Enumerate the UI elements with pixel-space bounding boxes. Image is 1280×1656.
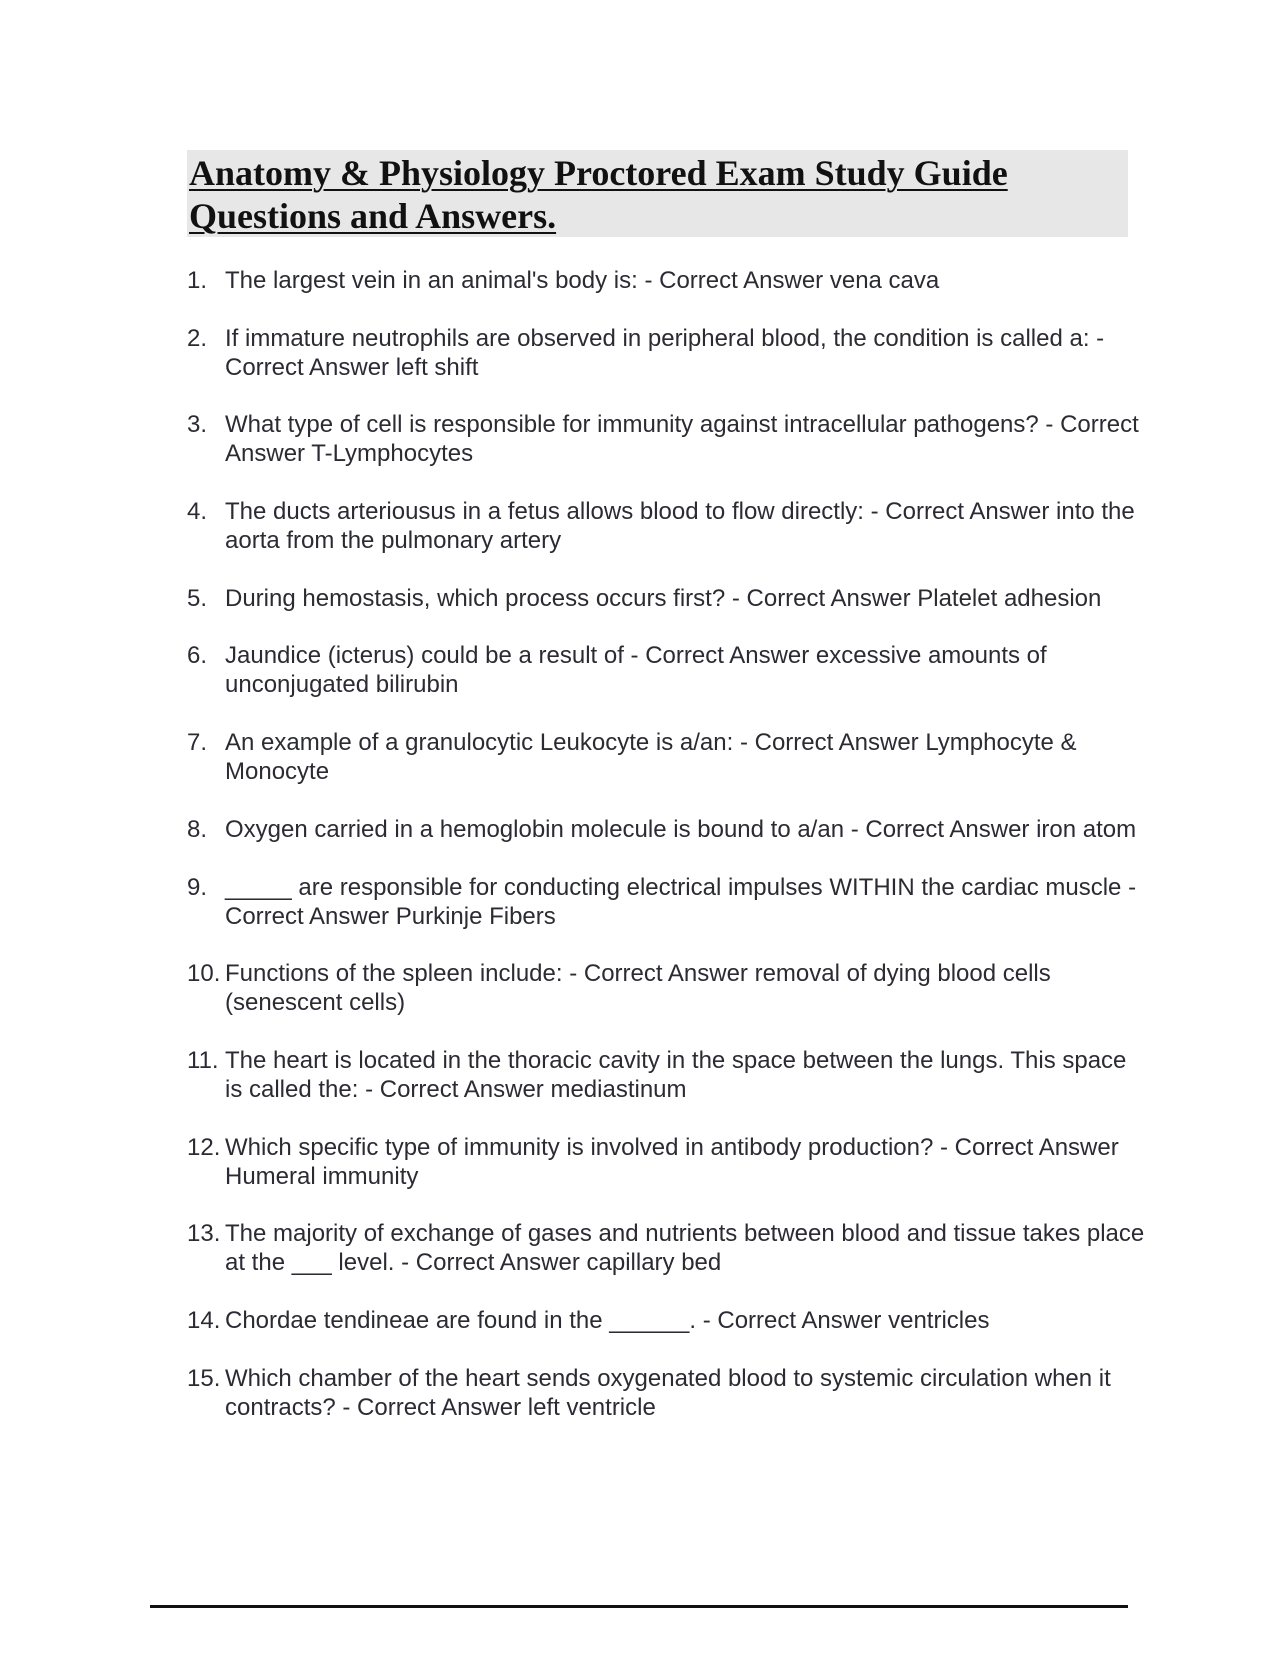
list-item [187, 873, 1147, 931]
list-item [187, 584, 1147, 613]
list-item [187, 1219, 1147, 1277]
item-number: 4. [187, 498, 208, 526]
list-item [187, 1133, 1147, 1191]
list-item [187, 410, 1147, 468]
list-item [187, 266, 1147, 295]
item-number: 12. [187, 1133, 221, 1161]
list-item [187, 1306, 1147, 1335]
list-item [187, 1364, 1147, 1422]
item-text: Functions of the spleen include: - Correct Answer removal of dying blood cells (senescent cells) [225, 960, 1051, 1017]
item-number: 6. [187, 642, 208, 670]
question-answer-list [187, 266, 1147, 1450]
item-number: 1. [187, 267, 208, 294]
item-text: Chordae tendineae are found in the ______. - Correct Answer ventricles [225, 1306, 990, 1334]
list-item [187, 815, 1147, 844]
item-number: 2. [187, 324, 208, 352]
list-item [187, 959, 1147, 1017]
item-text: Which chamber of the heart sends oxygenated blood to systemic circulation when it contracts? - Correct Answer left ventricle [225, 1364, 1111, 1421]
list-item [187, 641, 1147, 699]
item-text: The largest vein in an animal's body is: - Correct Answer vena cava [225, 267, 940, 294]
footer-divider [150, 1605, 1128, 1608]
title-line-2: Questions and Answers. [189, 196, 557, 236]
item-number: 3. [187, 411, 208, 439]
list-item [187, 1046, 1147, 1104]
list-item [187, 324, 1147, 382]
item-text: Oxygen carried in a hemoglobin molecule is bound to a/an - Correct Answer iron atom [225, 815, 1137, 843]
item-number: 11. [187, 1046, 219, 1074]
list-item [187, 497, 1147, 555]
item-number: 14. [187, 1306, 221, 1334]
title-line-1: Anatomy & Physiology Proctored Exam Study Guide [189, 153, 1008, 193]
list-item [187, 728, 1147, 786]
item-text: _____ are responsible for conducting electrical impulses WITHIN the cardiac muscle - Correct Answer Purkinje Fibers [225, 873, 1137, 930]
item-number: 5. [187, 584, 208, 612]
item-number: 15. [187, 1364, 221, 1392]
item-text: Jaundice (icterus) could be a result of - Correct Answer excessive amounts of unconjugated bilirubin [225, 642, 1047, 699]
item-text: The heart is located in the thoracic cavity in the space between the lungs. This space is called the: - Correct Answer mediastinum [225, 1046, 1127, 1103]
item-text: If immature neutrophils are observed in peripheral blood, the condition is called a: - Correct Answer left shift [225, 324, 1105, 381]
item-text: What type of cell is responsible for immunity against intracellular pathogens? - Correct Answer T-Lymphocytes [225, 411, 1139, 468]
item-number: 13. [187, 1220, 221, 1248]
item-text: The ducts arteriousus in a fetus allows blood to flow directly: - Correct Answer into the aorta from the pulmonary artery [225, 498, 1135, 555]
item-text: During hemostasis, which process occurs first? - Correct Answer Platelet adhesion [225, 584, 1102, 612]
item-number: 7. [187, 729, 208, 757]
item-text: Which specific type of immunity is involved in antibody production? - Correct Answer Humeral immunity [225, 1133, 1119, 1190]
item-number: 8. [187, 815, 208, 843]
item-text: An example of a granulocytic Leukocyte is a/an: - Correct Answer Lymphocyte & Monocyte [225, 729, 1077, 786]
item-number: 10. [187, 960, 221, 988]
title-block [187, 150, 1128, 237]
item-text: The majority of exchange of gases and nutrients between blood and tissue takes place at the ___ level. - Correct Answer capillary bed [225, 1220, 1145, 1277]
item-number: 9. [187, 873, 208, 901]
